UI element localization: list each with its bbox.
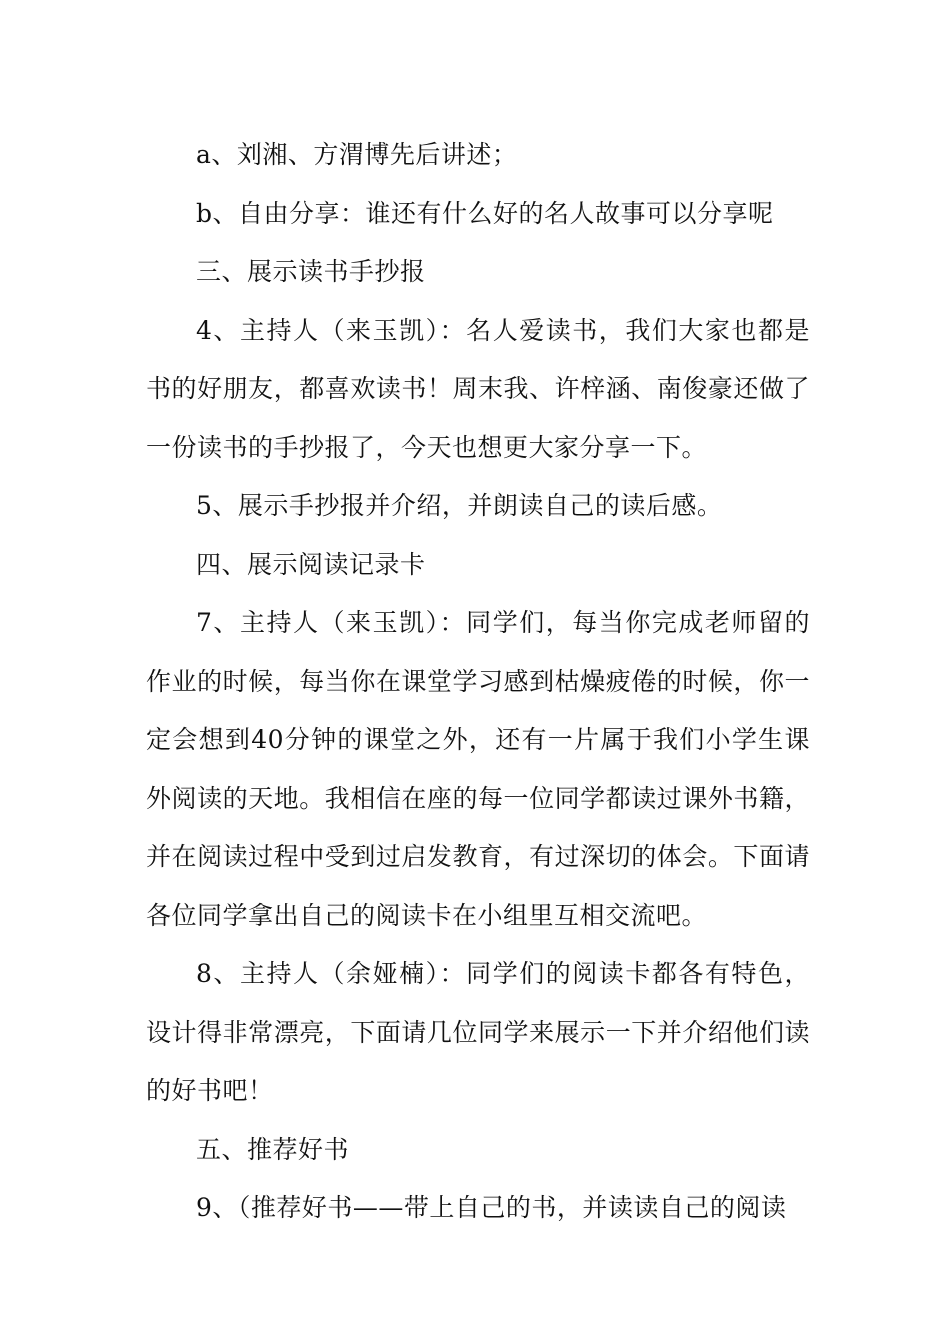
- paragraph-item-4: 4、主持人（来玉凯）：名人爱读书，我们大家也都是书的好朋友，都喜欢读书！周末我、许梓涵、南俊豪还做了一份读书的手抄报了，今天也想更大家分享一下。: [146, 315, 810, 462]
- paragraph-free-sharing: b、自由分享：谁还有什么好的名人故事可以分享呢: [196, 198, 774, 228]
- section-heading-3: 三、展示读书手抄报: [196, 257, 426, 286]
- paragraph-item-7: 7、主持人（来玉凯）：同学们，每当你完成老师留的作业的时候，每当你在课堂学习感到枯燥疲倦的时候，你一定会想到40分钟的课堂之外，还有一片属于我们小学生课外阅读的天地。我相信在座的每一位同学都读过课外书籍，并在阅读过程中受到过启发教育，有过深切的体会。下面请各位同学拿出自己的阅读卡在小组里互相交流吧。: [146, 608, 810, 930]
- paragraph-speakers: a、刘湘、方渭博先后讲述；: [196, 140, 518, 169]
- document-body: [146, 126, 810, 1238]
- paragraph-item-5: 5、展示手抄报并介绍，并朗读自己的读后感。: [196, 491, 723, 520]
- paragraph-item-9: 9、（推荐好书——带上自己的书，并读读自己的阅读: [196, 1193, 787, 1222]
- section-heading-5: 五、推荐好书: [196, 1134, 350, 1164]
- section-heading-4: 四、展示阅读记录卡: [196, 549, 426, 579]
- paragraph-item-8: 8、主持人（余娅楠）：同学们的阅读卡都各有特色，设计得非常漂亮，下面请几位同学来展示一下并介绍他们读的好书吧！: [146, 959, 810, 1105]
